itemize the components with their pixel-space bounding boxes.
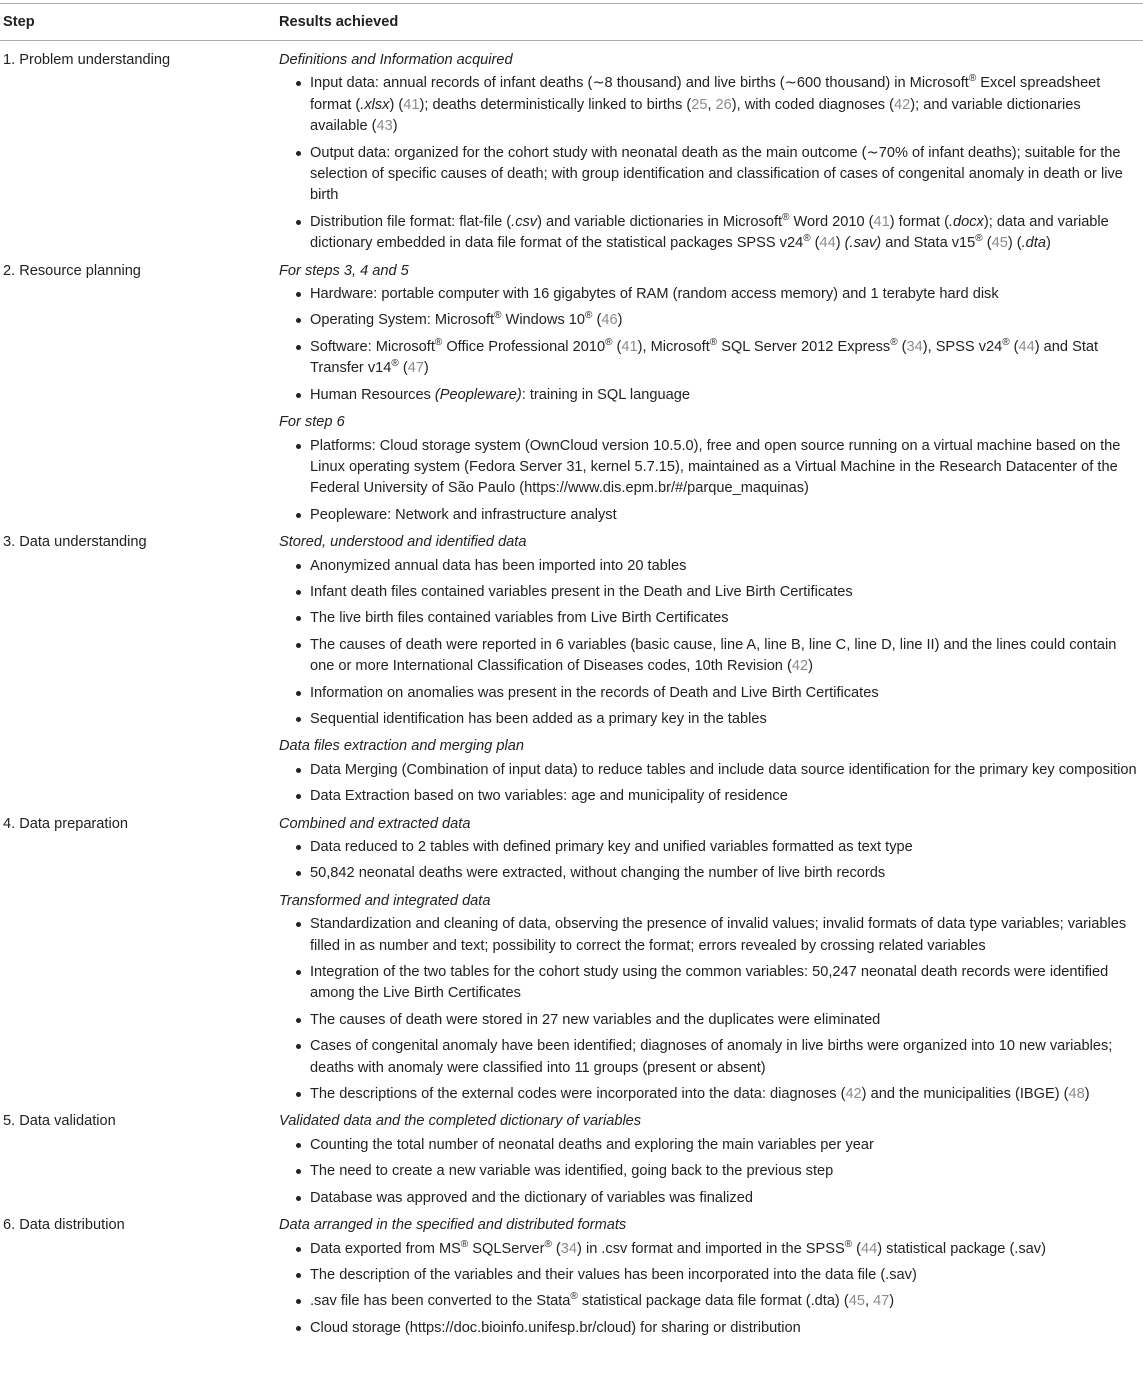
list-item — [279, 310, 1139, 331]
result-list — [279, 556, 1139, 731]
list-item — [279, 1188, 1139, 1209]
reference-number: 42 — [894, 96, 911, 113]
item-text: Hardware: portable computer with 16 gigabytes of RAM (random access memory) and 1 terabyte hard disk — [310, 286, 999, 303]
item-text: The description of the variables and their values has been incorporated into the data file (.sav) — [310, 1266, 917, 1283]
item-text: ), SPSS v24 — [922, 338, 1003, 355]
item-text: ), Microsoft — [637, 338, 710, 355]
item-text: : training in SQL language — [521, 386, 690, 403]
item-text: Database was approved and the dictionary of variables was finalized — [310, 1189, 753, 1206]
result-list — [279, 284, 1139, 406]
item-text: Data Extraction based on two variables: age and municipality of residence — [310, 788, 788, 805]
list-item — [279, 212, 1139, 255]
item-text: ) statistical package (.sav) — [877, 1240, 1046, 1257]
item-text: ); deaths deterministically linked to births ( — [419, 96, 692, 113]
reference-number: 34 — [560, 1240, 578, 1257]
item-text: Infant death files contained variables present in the Death and Live Birth Certificates — [310, 583, 853, 600]
group-title: Combined and extracted data — [279, 815, 471, 832]
italic-text: .xlsx — [360, 96, 390, 113]
step-name: 3. Data understanding — [3, 534, 147, 551]
registered-mark: ® — [570, 1291, 578, 1303]
result-list — [279, 1135, 1139, 1209]
result-list — [279, 73, 1139, 254]
reference-number: 34 — [906, 338, 923, 355]
item-text: ( — [852, 1240, 861, 1257]
item-text: Operating System: Microsoft — [310, 312, 495, 329]
list-item — [279, 709, 1139, 730]
result-list — [279, 837, 1139, 885]
registered-mark: ® — [844, 1238, 853, 1250]
result-list — [279, 914, 1139, 1105]
item-text: Excel spreadsheet format ( — [310, 75, 1101, 113]
reference-number: 48 — [1068, 1086, 1085, 1103]
list-item — [279, 837, 1139, 858]
list-item — [279, 556, 1139, 577]
list-item — [279, 73, 1139, 137]
step-results — [279, 49, 1143, 260]
item-text: ) — [423, 360, 429, 377]
item-text: ( — [982, 235, 992, 252]
step-name: 2. Resource planning — [3, 262, 141, 279]
item-text: Platforms: Cloud storage system (OwnCloud version 10.5.0), free and open source running on a virtual machine based on the Linux operating system (Fedora Server 31, kernel 5.7.15), maintained as a Virtual Machine in the Research Datacenter of the Federal University of São Paulo (https://www.dis.epm.br/#/parque_maquinas) — [310, 437, 1121, 497]
item-text: ) — [1084, 1086, 1090, 1103]
item-text: Cases of congenital anomaly have been identified; diagnoses of anomaly in live births were organized into 10 new variables; deaths with anomaly were classified into 11 groups (present or absent) — [310, 1038, 1113, 1076]
item-text: ), with coded diagnoses ( — [731, 96, 895, 113]
reference-number: 46 — [601, 312, 618, 329]
registered-mark: ® — [803, 233, 811, 245]
registered-mark: ® — [1002, 337, 1010, 349]
reference-number: 47 — [407, 360, 424, 377]
item-text: ) — [617, 312, 623, 329]
item-text: ( — [1009, 338, 1019, 355]
step-name: 6. Data distribution — [3, 1217, 125, 1234]
registered-mark: ® — [544, 1238, 552, 1250]
item-text: The descriptions of the external codes were incorporated into the data: diagnoses ( — [310, 1086, 846, 1103]
item-text: Office Professional 2010 — [442, 338, 606, 355]
item-text: Human Resources — [310, 386, 435, 403]
item-text: 50,842 neonatal deaths were extracted, without changing the number of live birth records — [310, 865, 886, 882]
item-text: ) ( — [389, 96, 404, 113]
item-text: SQL Server 2012 Express — [717, 338, 891, 355]
list-item — [279, 1084, 1139, 1105]
table-row — [0, 49, 1143, 260]
table-header — [0, 4, 1143, 40]
list-item — [279, 1265, 1139, 1286]
list-item — [279, 436, 1139, 500]
group-title: For steps 3, 4 and 5 — [279, 262, 409, 279]
item-text: Windows 10 — [501, 312, 586, 329]
table-body — [0, 49, 1143, 1344]
item-text: Anonymized annual data has been imported into 20 tables — [310, 557, 687, 574]
step-results — [279, 813, 1143, 1111]
item-text: Word 2010 ( — [789, 213, 874, 230]
list-item — [279, 635, 1139, 678]
item-text: ) format ( — [889, 213, 949, 230]
item-text: Cloud storage (https://doc.bioinfo.unifesp.br/cloud) for sharing or distribution — [310, 1319, 801, 1336]
italic-text: .dta — [1021, 235, 1046, 252]
header-step: Step — [3, 14, 35, 30]
item-text: ( — [810, 235, 820, 252]
item-text: Counting the total number of neonatal deaths and exploring the main variables per year — [310, 1136, 874, 1153]
item-text: Peopleware: Network and infrastructure analyst — [310, 506, 617, 523]
registered-mark: ® — [975, 233, 983, 245]
item-text: statistical package data file format (.dta) ( — [577, 1293, 849, 1310]
item-text: ) — [808, 658, 813, 675]
result-list — [279, 1239, 1139, 1340]
item-text: Output data: organized for the cohort study with neonatal death as the main outcome (∼70% of infant deaths); suitable for the selection of specific causes of death; with group identification and classification of cases of congenital anomaly in death or live birth — [310, 144, 1123, 204]
registered-mark: ® — [494, 310, 502, 322]
step-results — [279, 1214, 1143, 1344]
reference-number: 42 — [845, 1086, 862, 1103]
list-item — [279, 1239, 1139, 1260]
item-text: The causes of death were stored in 27 new variables and the duplicates were eliminated — [310, 1011, 881, 1028]
registered-mark: ® — [890, 337, 898, 349]
list-item — [279, 1161, 1139, 1182]
item-text: Distribution file format: flat-file ( — [310, 213, 512, 230]
reference-number: 41 — [403, 96, 420, 113]
group-title: Data files extraction and merging plan — [279, 738, 524, 755]
registered-mark: ® — [391, 358, 399, 370]
reference-number: 41 — [873, 213, 890, 230]
item-text: Data reduced to 2 tables with defined primary key and unified variables formatted as text type — [310, 839, 913, 855]
item-text: ); data and variable dictionary embedded in data file format of the statistical packages SPSS v24 — [310, 213, 1109, 252]
item-text: ) and variable dictionaries in Microsoft — [537, 213, 783, 230]
list-item — [279, 962, 1139, 1005]
item-text: ( — [897, 338, 907, 355]
item-text: The causes of death were reported in 6 variables (basic cause, line A, line B, line C, line D, line II) and the lines could contain one or more International Classification of Diseases codes, 10th Revision ( — [310, 636, 1117, 675]
item-text: ) in .csv format and imported in the SPSS — [577, 1240, 845, 1257]
item-text: ) — [835, 235, 845, 252]
group-title: Data arranged in the specified and distributed formats — [279, 1217, 627, 1234]
item-text: ) and Stat Transfer v14 — [310, 338, 1099, 377]
group-title: Validated data and the completed dictionary of variables — [279, 1113, 642, 1130]
table-row — [0, 813, 1143, 1111]
registered-mark: ® — [605, 337, 613, 349]
step-results — [279, 260, 1143, 531]
list-item — [279, 863, 1139, 884]
item-text: ) — [392, 118, 398, 135]
step-name: 1. Problem understanding — [3, 52, 171, 68]
item-text: , — [864, 1293, 874, 1310]
list-item — [279, 683, 1139, 704]
list-item — [279, 284, 1139, 305]
steps-table — [0, 3, 1143, 1344]
step-results — [279, 1110, 1143, 1214]
group-title: Transformed and integrated data — [279, 892, 491, 909]
item-text: Sequential identification has been added as a primary key in the tables — [310, 710, 767, 727]
item-text: ); and variable dictionaries available ( — [310, 96, 1081, 135]
registered-mark: ® — [460, 1238, 469, 1250]
group-title: Definitions and Information acquired — [279, 52, 513, 68]
reference-number: 25 — [691, 96, 708, 113]
list-item — [279, 760, 1139, 781]
table-row — [0, 1110, 1143, 1214]
list-item — [279, 385, 1139, 406]
result-list — [279, 436, 1139, 527]
item-text: ( — [612, 338, 622, 355]
reference-number: 26 — [715, 96, 732, 113]
item-text: SQLServer — [468, 1240, 545, 1257]
reference-number: 41 — [621, 338, 638, 355]
table-row — [0, 531, 1143, 812]
item-text: ) and the municipalities (IBGE) ( — [861, 1086, 1069, 1103]
italic-text: (.sav) — [844, 235, 882, 252]
list-item — [279, 1036, 1139, 1079]
reference-number: 47 — [873, 1293, 890, 1310]
list-item — [279, 505, 1139, 526]
list-item — [279, 1010, 1139, 1031]
item-text: .sav file has been converted to the Stata — [310, 1293, 571, 1310]
list-item — [279, 337, 1139, 380]
item-text: Standardization and cleaning of data, observing the presence of invalid values; invalid formats of data type variables; variables filled in as number and text; possibility to correct the format; errors revealed by crossing related variables — [310, 916, 1127, 954]
item-text: ( — [551, 1240, 561, 1257]
item-text: ) ( — [1007, 235, 1022, 252]
table-row — [0, 1214, 1143, 1344]
item-text: , — [707, 96, 716, 113]
italic-text: (Peopleware) — [434, 386, 522, 403]
reference-number: 45 — [991, 235, 1008, 252]
reference-number: 44 — [1018, 338, 1035, 355]
item-text: Data exported from MS — [310, 1240, 461, 1257]
registered-mark: ® — [709, 337, 718, 349]
list-item — [279, 143, 1139, 207]
reference-number: 44 — [861, 1240, 878, 1257]
registered-mark: ® — [968, 73, 977, 85]
item-text: ( — [398, 360, 408, 377]
reference-number: 42 — [791, 658, 809, 675]
item-text: ) — [1045, 235, 1051, 252]
item-text: The need to create a new variable was identified, going back to the previous step — [310, 1163, 834, 1180]
group-title: For step 6 — [279, 414, 345, 431]
reference-number: 44 — [819, 235, 836, 252]
item-text: Data Merging (Combination of input data) to reduce tables and include data source identification for the primary key composition — [310, 761, 1137, 778]
step-results — [279, 531, 1143, 812]
item-text: Information on anomalies was present in the records of Death and Live Birth Certificates — [310, 684, 879, 701]
reference-number: 43 — [376, 118, 393, 135]
reference-number: 45 — [848, 1293, 865, 1310]
registered-mark: ® — [782, 211, 790, 223]
registered-mark: ® — [434, 337, 443, 349]
item-text: ( — [592, 312, 602, 329]
item-text: and Stata v15 — [881, 235, 976, 252]
table-row — [0, 260, 1143, 531]
result-list — [279, 760, 1139, 808]
italic-text: .docx — [948, 213, 984, 230]
step-name: 5. Data validation — [3, 1113, 116, 1130]
item-text: ) — [889, 1293, 895, 1310]
item-text: Software: Microsoft — [310, 338, 435, 355]
list-item — [279, 1135, 1139, 1156]
step-name: 4. Data preparation — [3, 815, 128, 832]
item-text: Input data: annual records of infant deaths (∼8 thousand) and live births (∼600 thousand) in Microsoft — [310, 75, 969, 92]
list-item — [279, 608, 1139, 629]
list-item — [279, 786, 1139, 807]
list-item — [279, 582, 1139, 603]
item-text: Integration of the two tables for the cohort study using the common variables: 50,247 neonatal death records were identified among the Live Birth Certificates — [310, 964, 1109, 1002]
list-item — [279, 1318, 1139, 1339]
item-text: The live birth files contained variables from Live Birth Certificates — [310, 610, 729, 627]
list-item — [279, 1291, 1139, 1312]
header-results: Results achieved — [279, 14, 399, 30]
list-item — [279, 914, 1139, 957]
italic-text: .csv — [511, 213, 538, 230]
registered-mark: ® — [585, 310, 593, 322]
group-title: Stored, understood and identified data — [279, 534, 527, 551]
